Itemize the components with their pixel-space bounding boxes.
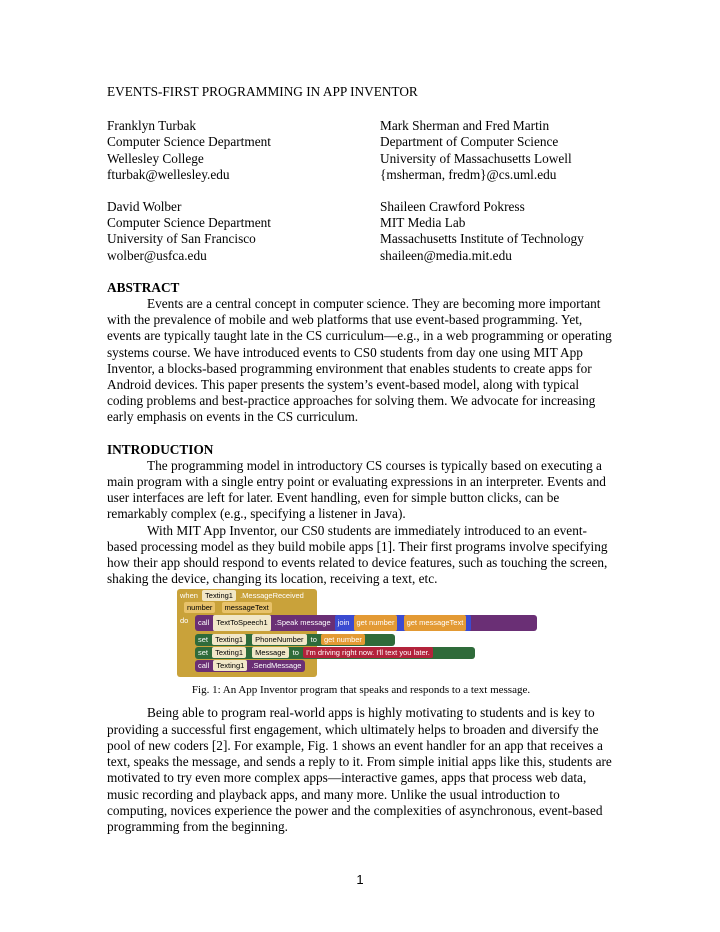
texting-component-dropdown: Texting1: [213, 660, 247, 671]
paper-title: EVENTS-FIRST PROGRAMMING IN APP INVENTOR: [107, 84, 418, 99]
author-dept: Computer Science Department: [107, 215, 271, 231]
author-dept: Department of Computer Science: [380, 134, 559, 150]
set-message-block: [195, 647, 475, 659]
get-number-var: number: [336, 635, 362, 645]
param-messagetext: messageText: [222, 602, 272, 613]
join-keyword: join: [337, 618, 350, 628]
get-number-var: number: [369, 618, 395, 628]
to-keyword: to: [292, 648, 299, 658]
app-inventor-blocks: [177, 589, 517, 677]
param-number: number: [184, 602, 215, 613]
author-name: Mark Sherman and Fred Martin: [380, 118, 550, 134]
abstract-text: Events are a central concept in computer science. They are becoming more important with the prevalence of mobile and web platforms that use event-based programming. Yet, events are typically taught late in the CS curriculum—e.g., in a web programming or operating systems course. We have introduced events to CS0 students from day one using MIT App Inventor, a blocks-based programming environment that enables students to create apps for Android devices. This paper presents the system’s event-based model, along with typical coding problems and best-practice approaches for solving them. We advocate for increasing early emphasis on events in the CS curriculum.: [107, 296, 612, 425]
author-email: fturbak@wellesley.edu: [107, 166, 230, 182]
author-franklyn-turbak: [107, 118, 380, 183]
get-keyword: get: [356, 618, 367, 628]
author-row-2: [107, 199, 615, 264]
phonenumber-property-dropdown: PhoneNumber: [252, 634, 306, 645]
call-keyword: call: [198, 661, 210, 671]
author-row-1: [107, 118, 615, 183]
figure-caption: Fig. 1: An App Inventor program that speaks and responds to a text message.: [191, 684, 531, 697]
intro-paragraph-3: Being able to program real-world apps is highly motivating to students and is key to providing a successful first engagement, which ultimately helps to broaden and diversify the pool of new coders [2]. For example, Fig. 1 shows an event handler for an app that receives a text, speaks the message, and sends a reply to it. From simple initial apps like this, students are motivated to try even more complex apps—interactive games, apps that process web data, music recording and playback apps, and many more. Unlike the usual introduction to computing, novices experience the power and the complexities of asynchronous, event-based programming from the beginning.: [107, 705, 612, 834]
get-messagetext-block: [404, 615, 467, 631]
author-shaileen-pokress: [380, 199, 615, 264]
author-affiliation: University of San Francisco: [107, 231, 256, 247]
speak-method: .Speak: [274, 618, 299, 628]
set-keyword: set: [198, 635, 209, 645]
intro-paragraph-2: With MIT App Inventor, our CS0 students are immediately introduced to an event-based processing model as they build mobile apps [1]. Their first programs involve specifying how their app should respond to events related to device features, such as touching the screen, shaking the device, changing its location, receiving a text, etc.: [107, 522, 608, 587]
author-email: {msherman, fredm}@cs.uml.edu: [380, 166, 557, 182]
author-name: Franklyn Turbak: [107, 118, 197, 134]
author-name: David Wolber: [107, 199, 182, 215]
params-row: [179, 602, 277, 613]
message-arg-label: message: [300, 618, 331, 628]
call-keyword: call: [198, 618, 210, 628]
message-property-dropdown: Message: [252, 647, 288, 658]
author-dept: Computer Science Department: [107, 134, 271, 150]
author-name: Shaileen Crawford Pokress: [380, 199, 525, 215]
author-affiliation: Massachusetts Institute of Technology: [380, 231, 584, 247]
component-dropdown: Texting1: [202, 590, 236, 601]
get-message-var: messageText: [419, 618, 464, 628]
speech-component-dropdown: TextToSpeech1: [213, 615, 270, 631]
texting-component-dropdown: Texting1: [212, 647, 246, 658]
to-keyword: to: [310, 635, 317, 645]
author-affiliation: Wellesley College: [107, 150, 204, 166]
author-affiliation: University of Massachusetts Lowell: [380, 150, 572, 166]
sendmessage-method: .SendMessage: [251, 661, 302, 671]
texting-component-dropdown: Texting1: [212, 634, 246, 645]
abstract-heading: ABSTRACT: [107, 279, 180, 295]
intro-paragraph-1: The programming model in introductory CS courses is typically based on executing a main program with a single entry point or evaluating expressions in an interpreter. Events and user interfaces are left for later. Event handling, even for simple button clicks, can be remarkably complex (e.g., specifying a listener in Java).: [107, 457, 606, 522]
speak-call-block: [195, 615, 537, 631]
do-label: do: [180, 616, 189, 626]
when-keyword: when: [180, 591, 198, 601]
author-sherman-martin: [380, 118, 615, 183]
event-name: .MessageReceived: [240, 591, 304, 601]
page-number: 1: [356, 872, 364, 887]
event-header: [177, 590, 307, 601]
author-email: wolber@usfca.edu: [107, 247, 207, 263]
author-dept: MIT Media Lab: [380, 215, 466, 231]
paper-page: [107, 84, 615, 835]
figure-1: [107, 589, 615, 697]
introduction-heading: INTRODUCTION: [107, 441, 214, 457]
author-email: shaileen@media.mit.edu: [380, 247, 512, 263]
author-david-wolber: [107, 199, 380, 264]
set-keyword: set: [198, 648, 209, 658]
join-block: [335, 615, 472, 631]
get-keyword: get: [323, 635, 335, 645]
reply-text-string: I'm driving right now. I'll text you later.: [303, 647, 433, 658]
set-phonenumber-block: [195, 634, 395, 646]
get-number-value: [321, 634, 365, 645]
get-keyword: get: [406, 618, 418, 628]
sendmessage-call-block: [195, 660, 305, 672]
get-number-block: [354, 615, 398, 631]
